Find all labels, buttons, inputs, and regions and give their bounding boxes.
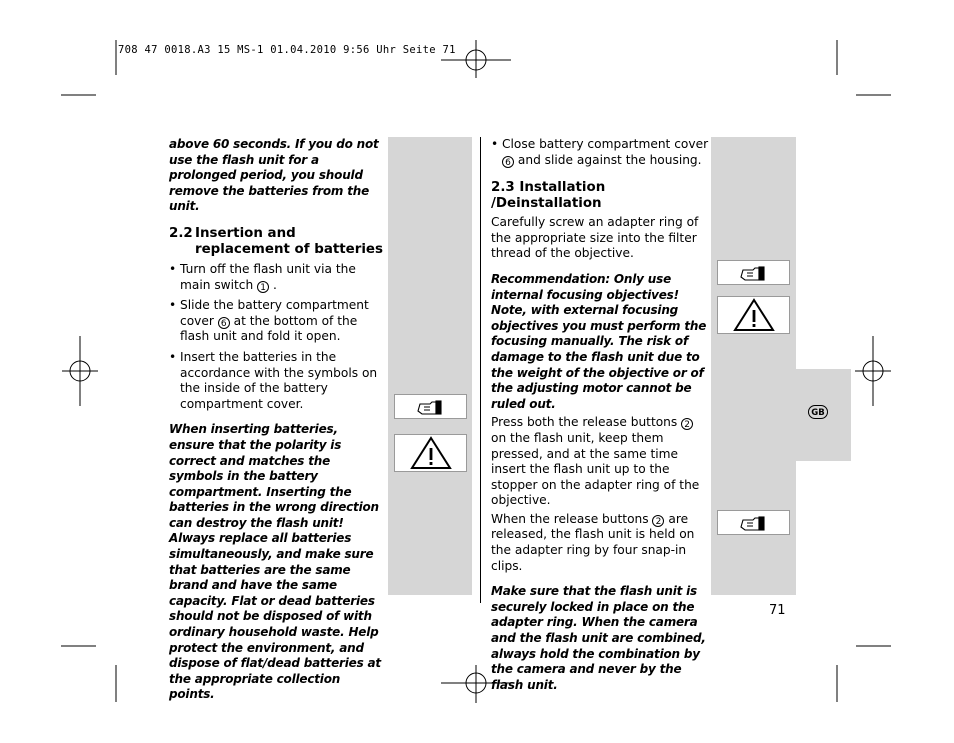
note-box: [717, 510, 790, 535]
callout-number: 2: [652, 515, 664, 527]
callout-number: 2: [681, 418, 693, 430]
section-title: Insertion and replacement of batteries: [195, 225, 383, 257]
callout-number: 6: [502, 156, 514, 168]
language-tab: [796, 369, 851, 461]
section-heading: 2.3 Installation /Deinstallation: [491, 180, 606, 212]
left-margin-panel: [388, 137, 472, 595]
warning-box: [717, 296, 790, 334]
secure-lock-note: Make sure that the flash unit is securely locked in place on the adapter ring. When the camera and the flash unit are combined, always hold the combination by the camera and never by the flash unit.: [491, 584, 706, 692]
column-divider: [480, 137, 481, 603]
print-slug: 708 47 0018.A3 15 MS-1 01.04.2010 9:56 Uhr Seite 71: [118, 44, 456, 56]
section-heading: [169, 226, 387, 258]
recommendation-text: Recommendation: Only use internal focusing objectives! Note, with external focusing objectives you must perform the focusing manually. The risk of damage to the flash unit due to the weight of the objective or of the adjusting motor cannot be ruled out.: [491, 271, 707, 411]
language-badge: GB: [808, 405, 828, 419]
instruction-list: [169, 262, 387, 412]
list-item: • Insert the batteries in the accordance with the symbols on the inside of the battery compartment cover.: [169, 350, 387, 412]
paragraph: Carefully screw an adapter ring of the appropriate size into the filter thread of the objective.: [491, 215, 699, 261]
hand-pointing-icon: [718, 261, 789, 284]
callout-number: 6: [218, 317, 230, 329]
list-item: • Slide the battery compartment cover 6 at the bottom of the flash unit and fold it open.: [169, 298, 387, 345]
list-item: • Turn off the flash unit via the main switch 1 .: [169, 262, 387, 293]
page-number: 71: [769, 603, 786, 618]
intro-text: above 60 seconds. If you do not use the flash unit for a prolonged period, you should remove the batteries from the unit.: [169, 137, 379, 214]
battery-warning-text: When inserting batteries, ensure that the polarity is correct and matches the symbols in the battery compartment. Inserting the batteries in the wrong direction can destroy the flash unit! Always replace all batteries simultaneously, and make sure that batteries are the same brand and have the same capacity. Flat or dead batteries should not be disposed of with ordinary household waste. Help protect the environment, and dispose of flat/dead batteries at the appropriate collection points.: [169, 422, 381, 702]
note-box: [394, 394, 467, 419]
paragraph: When the release buttons 2 are released, the flash unit is held on the adapter ring by four snap-in clips.: [491, 511, 695, 573]
left-column: [169, 137, 387, 703]
warning-triangle-icon: [395, 435, 466, 471]
hand-pointing-icon: [718, 511, 789, 534]
hand-pointing-icon: [395, 395, 466, 418]
callout-number: 1: [257, 281, 269, 293]
list-item: • Close battery compartment cover 6 and slide against the housing.: [491, 137, 709, 168]
warning-box: [394, 434, 467, 472]
warning-triangle-icon: [718, 297, 789, 333]
instruction-list: [491, 137, 709, 168]
right-column: [491, 137, 709, 693]
note-box: [717, 260, 790, 285]
section-number: 2.2: [169, 225, 193, 241]
paragraph: Press both the release buttons 2 on the flash unit, keep them pressed, and at the same time insert the flash unit up to the stopper on the adapter ring of the objective.: [491, 415, 700, 508]
